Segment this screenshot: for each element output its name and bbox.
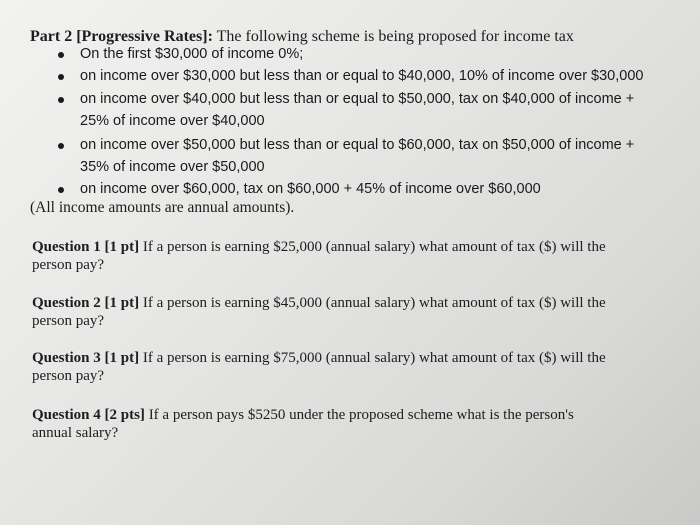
question-text-continued: person pay? (32, 313, 105, 329)
scheme-item-5: on income over $60,000, tax on $60,000 + 45% of income over $60,000 (80, 181, 541, 197)
scheme-item-3-line-1: on income over $40,000 but less than or equal to $50,000, tax on $40,000 of income + (80, 91, 635, 107)
question-2 (32, 294, 606, 330)
scheme-item-4-line-2: 35% of income over $50,000 (80, 159, 265, 175)
question-1 (32, 238, 606, 274)
question-text: If a person is earning $75,000 (annual salary) what amount of tax ($) will the (142, 350, 606, 366)
scheme-item-4-line-1: on income over $50,000 but less than or equal to $60,000, tax on $50,000 of income + (80, 137, 635, 153)
question-label: Question 1 [1 pt] (32, 239, 140, 255)
bullet-icon (58, 52, 64, 58)
question-text: If a person is earning $25,000 (annual salary) what amount of tax ($) will the (142, 239, 606, 255)
question-text-continued: person pay? (32, 368, 105, 384)
question-4 (32, 406, 574, 442)
part-intro: The following scheme is being proposed for income tax (216, 28, 574, 45)
question-text: If a person is earning $45,000 (annual salary) what amount of tax ($) will the (142, 295, 606, 311)
question-text-continued: annual salary? (32, 425, 119, 441)
scheme-item-3-line-2: 25% of income over $40,000 (80, 113, 265, 129)
question-label: Question 2 [1 pt] (32, 295, 140, 311)
question-3 (32, 349, 606, 385)
bullet-icon (58, 143, 64, 149)
scheme-item-1: On the first $30,000 of income 0%; (80, 46, 304, 62)
bullet-icon (58, 187, 64, 193)
question-text-continued: person pay? (32, 257, 105, 273)
bullet-icon (58, 97, 64, 103)
question-label: Question 3 [1 pt] (32, 350, 140, 366)
amounts-note: (All income amounts are annual amounts). (30, 199, 295, 216)
question-label: Question 4 [2 pts] (32, 407, 145, 423)
question-text: If a person pays $5250 under the proposed scheme what is the person's (148, 407, 574, 423)
bullet-icon (58, 74, 64, 80)
part-title: Part 2 [Progressive Rates]: (30, 28, 213, 45)
scheme-item-2: on income over $30,000 but less than or equal to $40,000, 10% of income over $30,000 (80, 68, 644, 84)
